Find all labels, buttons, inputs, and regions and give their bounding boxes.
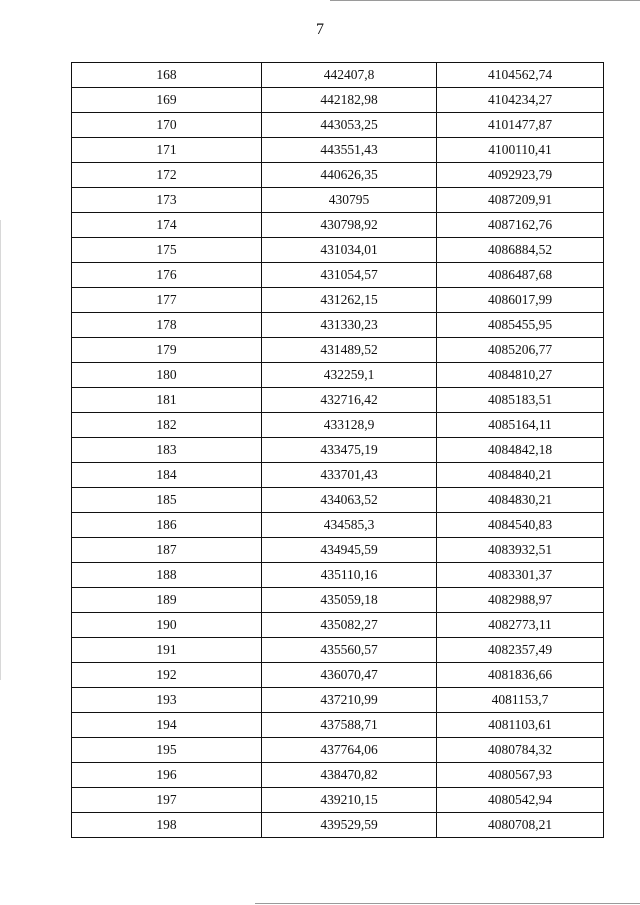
table-row (72, 438, 604, 463)
x-coordinate-cell: 434945,59 (262, 538, 437, 563)
point-number-cell: 170 (72, 113, 262, 138)
y-coordinate-cell: 4085455,95 (437, 313, 604, 338)
table-row (72, 63, 604, 88)
x-coordinate-cell: 439529,59 (262, 813, 437, 838)
y-coordinate-cell: 4080708,21 (437, 813, 604, 838)
table-row (72, 813, 604, 838)
y-coordinate-cell: 4080567,93 (437, 763, 604, 788)
point-number-cell: 184 (72, 463, 262, 488)
x-coordinate-cell: 442407,8 (262, 63, 437, 88)
point-number-cell: 195 (72, 738, 262, 763)
coordinates-table-body (72, 63, 604, 838)
x-coordinate-cell: 430795 (262, 188, 437, 213)
point-number-cell: 196 (72, 763, 262, 788)
page-number: 7 (316, 21, 324, 38)
y-coordinate-cell: 4086017,99 (437, 288, 604, 313)
x-coordinate-cell: 431262,15 (262, 288, 437, 313)
table-row (72, 313, 604, 338)
point-number-cell: 169 (72, 88, 262, 113)
x-coordinate-cell: 431489,52 (262, 338, 437, 363)
table-row (72, 688, 604, 713)
point-number-cell: 181 (72, 388, 262, 413)
x-coordinate-cell: 432716,42 (262, 388, 437, 413)
table-row (72, 563, 604, 588)
x-coordinate-cell: 437764,06 (262, 738, 437, 763)
y-coordinate-cell: 4082357,49 (437, 638, 604, 663)
y-coordinate-cell: 4104234,27 (437, 88, 604, 113)
y-coordinate-cell: 4080784,32 (437, 738, 604, 763)
point-number-cell: 175 (72, 238, 262, 263)
scan-edge-top (330, 0, 640, 1)
table-row (72, 663, 604, 688)
table-row (72, 588, 604, 613)
table-row (72, 288, 604, 313)
point-number-cell: 171 (72, 138, 262, 163)
point-number-cell: 193 (72, 688, 262, 713)
point-number-cell: 194 (72, 713, 262, 738)
table-row (72, 163, 604, 188)
x-coordinate-cell: 435560,57 (262, 638, 437, 663)
point-number-cell: 180 (72, 363, 262, 388)
table-row (72, 213, 604, 238)
table-row (72, 263, 604, 288)
point-number-cell: 187 (72, 538, 262, 563)
point-number-cell: 182 (72, 413, 262, 438)
x-coordinate-cell: 435110,16 (262, 563, 437, 588)
y-coordinate-cell: 4087162,76 (437, 213, 604, 238)
x-coordinate-cell: 433701,43 (262, 463, 437, 488)
table-row (72, 413, 604, 438)
x-coordinate-cell: 440626,35 (262, 163, 437, 188)
y-coordinate-cell: 4092923,79 (437, 163, 604, 188)
x-coordinate-cell: 434063,52 (262, 488, 437, 513)
table-row (72, 238, 604, 263)
y-coordinate-cell: 4084840,21 (437, 463, 604, 488)
table-row (72, 463, 604, 488)
y-coordinate-cell: 4085164,11 (437, 413, 604, 438)
table-row (72, 738, 604, 763)
x-coordinate-cell: 443053,25 (262, 113, 437, 138)
point-number-cell: 188 (72, 563, 262, 588)
scan-edge-bottom (255, 903, 640, 904)
y-coordinate-cell: 4084830,21 (437, 488, 604, 513)
table-row (72, 113, 604, 138)
y-coordinate-cell: 4086884,52 (437, 238, 604, 263)
table-row (72, 188, 604, 213)
table-row (72, 388, 604, 413)
x-coordinate-cell: 430798,92 (262, 213, 437, 238)
y-coordinate-cell: 4081836,66 (437, 663, 604, 688)
point-number-cell: 173 (72, 188, 262, 213)
x-coordinate-cell: 435059,18 (262, 588, 437, 613)
y-coordinate-cell: 4085206,77 (437, 338, 604, 363)
y-coordinate-cell: 4085183,51 (437, 388, 604, 413)
table-row (72, 613, 604, 638)
point-number-cell: 197 (72, 788, 262, 813)
table-row (72, 788, 604, 813)
point-number-cell: 176 (72, 263, 262, 288)
x-coordinate-cell: 431034,01 (262, 238, 437, 263)
point-number-cell: 177 (72, 288, 262, 313)
table-row (72, 538, 604, 563)
coordinates-table (71, 62, 604, 838)
y-coordinate-cell: 4086487,68 (437, 263, 604, 288)
scan-edge-left (0, 220, 1, 680)
y-coordinate-cell: 4084842,18 (437, 438, 604, 463)
point-number-cell: 186 (72, 513, 262, 538)
y-coordinate-cell: 4080542,94 (437, 788, 604, 813)
table-row (72, 713, 604, 738)
x-coordinate-cell: 434585,3 (262, 513, 437, 538)
table-row (72, 138, 604, 163)
x-coordinate-cell: 432259,1 (262, 363, 437, 388)
point-number-cell: 179 (72, 338, 262, 363)
x-coordinate-cell: 442182,98 (262, 88, 437, 113)
table-row (72, 763, 604, 788)
table-row (72, 513, 604, 538)
x-coordinate-cell: 431330,23 (262, 313, 437, 338)
y-coordinate-cell: 4087209,91 (437, 188, 604, 213)
x-coordinate-cell: 437210,99 (262, 688, 437, 713)
table-row (72, 638, 604, 663)
point-number-cell: 183 (72, 438, 262, 463)
x-coordinate-cell: 438470,82 (262, 763, 437, 788)
table-row (72, 338, 604, 363)
y-coordinate-cell: 4084540,83 (437, 513, 604, 538)
x-coordinate-cell: 439210,15 (262, 788, 437, 813)
y-coordinate-cell: 4082988,97 (437, 588, 604, 613)
x-coordinate-cell: 443551,43 (262, 138, 437, 163)
y-coordinate-cell: 4101477,87 (437, 113, 604, 138)
y-coordinate-cell: 4083932,51 (437, 538, 604, 563)
x-coordinate-cell: 437588,71 (262, 713, 437, 738)
x-coordinate-cell: 435082,27 (262, 613, 437, 638)
x-coordinate-cell: 433475,19 (262, 438, 437, 463)
table-row (72, 363, 604, 388)
point-number-cell: 174 (72, 213, 262, 238)
x-coordinate-cell: 433128,9 (262, 413, 437, 438)
point-number-cell: 178 (72, 313, 262, 338)
table-row (72, 88, 604, 113)
point-number-cell: 185 (72, 488, 262, 513)
point-number-cell: 191 (72, 638, 262, 663)
point-number-cell: 189 (72, 588, 262, 613)
y-coordinate-cell: 4081103,61 (437, 713, 604, 738)
point-number-cell: 190 (72, 613, 262, 638)
point-number-cell: 168 (72, 63, 262, 88)
x-coordinate-cell: 436070,47 (262, 663, 437, 688)
point-number-cell: 192 (72, 663, 262, 688)
y-coordinate-cell: 4100110,41 (437, 138, 604, 163)
y-coordinate-cell: 4083301,37 (437, 563, 604, 588)
point-number-cell: 198 (72, 813, 262, 838)
y-coordinate-cell: 4082773,11 (437, 613, 604, 638)
point-number-cell: 172 (72, 163, 262, 188)
y-coordinate-cell: 4084810,27 (437, 363, 604, 388)
y-coordinate-cell: 4104562,74 (437, 63, 604, 88)
table-row (72, 488, 604, 513)
x-coordinate-cell: 431054,57 (262, 263, 437, 288)
y-coordinate-cell: 4081153,7 (437, 688, 604, 713)
